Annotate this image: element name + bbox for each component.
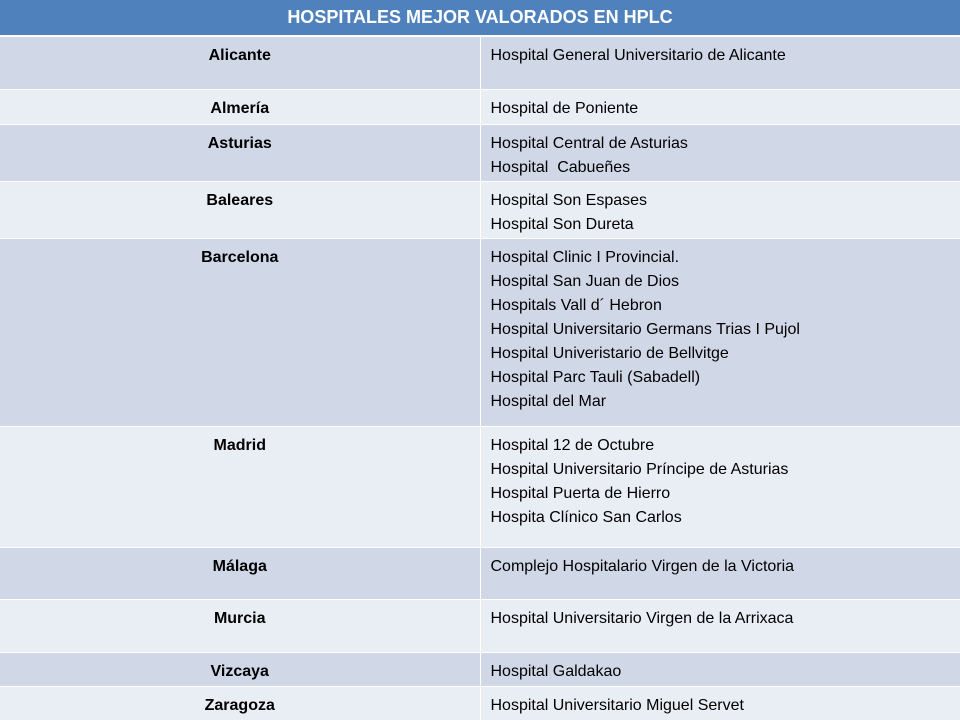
table-body: [0, 36, 960, 720]
province-cell: Alicante: [0, 36, 480, 89]
table-row: [0, 124, 960, 181]
hospital-name: Hospital Central de Asturias: [490, 134, 688, 152]
province-cell: Asturias: [0, 124, 480, 181]
table-title: HOSPITALES MEJOR VALORADOS EN HPLC: [0, 0, 960, 36]
hospitals-cell: [480, 426, 960, 547]
hospital-name: Hospital Parc Tauli (Sabadell): [490, 368, 701, 386]
hospital-name: Hospital Puerta de Hierro: [490, 484, 671, 502]
hospitals-cell: [480, 36, 960, 89]
province-cell: Almería: [0, 89, 480, 124]
table-header-row: [0, 0, 960, 36]
hospitals-cell: [480, 652, 960, 686]
table-row: [0, 686, 960, 720]
table-row: [0, 89, 960, 124]
hospitals-cell: [480, 89, 960, 124]
table-row: [0, 547, 960, 599]
hospitals-cell: [480, 181, 960, 238]
hospital-name: Hospital San Juan de Dios: [490, 272, 680, 290]
hospitals-cell: [480, 238, 960, 426]
hospital-name: Hospital Universitario Miguel Servet: [490, 696, 744, 714]
hospital-name: Hospital Universitario Germans Trias I Pujol: [490, 320, 800, 338]
hospital-name: Hospital Son Espases: [490, 191, 648, 209]
table-row: [0, 426, 960, 547]
province-cell: Málaga: [0, 547, 480, 599]
hospital-name: Complejo Hospitalario Virgen de la Victoria: [490, 557, 795, 575]
hospitals-cell: [480, 547, 960, 599]
province-cell: Baleares: [0, 181, 480, 238]
table-row: [0, 238, 960, 426]
province-cell: Barcelona: [0, 238, 480, 426]
hospital-name: Hospital Universitario Virgen de la Arrixaca: [490, 609, 794, 627]
table-row: [0, 599, 960, 652]
hospitals-cell: [480, 124, 960, 181]
hospital-name: Hospital General Universitario de Alicante: [490, 47, 786, 64]
hospital-name: Hospita Clínico San Carlos: [490, 508, 682, 526]
hospitals-cell: [480, 686, 960, 720]
province-cell: Murcia: [0, 599, 480, 652]
hospital-name: Hospital Universitario Príncipe de Asturias: [490, 460, 789, 478]
hospital-name: Hospital Galdakao: [490, 662, 622, 680]
province-cell: Zaragoza: [0, 686, 480, 720]
hospital-name: Hospital de Poniente: [490, 99, 639, 117]
table-row: [0, 181, 960, 238]
province-cell: Madrid: [0, 426, 480, 547]
hospital-name: Hospital 12 de Octubre: [490, 436, 655, 454]
hospital-name: Hospitals Vall d´ Hebron: [490, 296, 662, 314]
hospital-name: Hospital Son Dureta: [490, 215, 634, 233]
hospital-name: Hospital Univeristario de Bellvitge: [490, 344, 729, 362]
hospital-name: Hospital del Mar: [490, 392, 607, 410]
table-row: [0, 36, 960, 89]
province-cell: Vizcaya: [0, 652, 480, 686]
hospital-name: Hospital Clinic I Provincial.: [490, 248, 680, 266]
hospitals-cell: [480, 599, 960, 652]
table-row: [0, 652, 960, 686]
hospital-name: Hospital Cabueñes: [490, 158, 631, 176]
